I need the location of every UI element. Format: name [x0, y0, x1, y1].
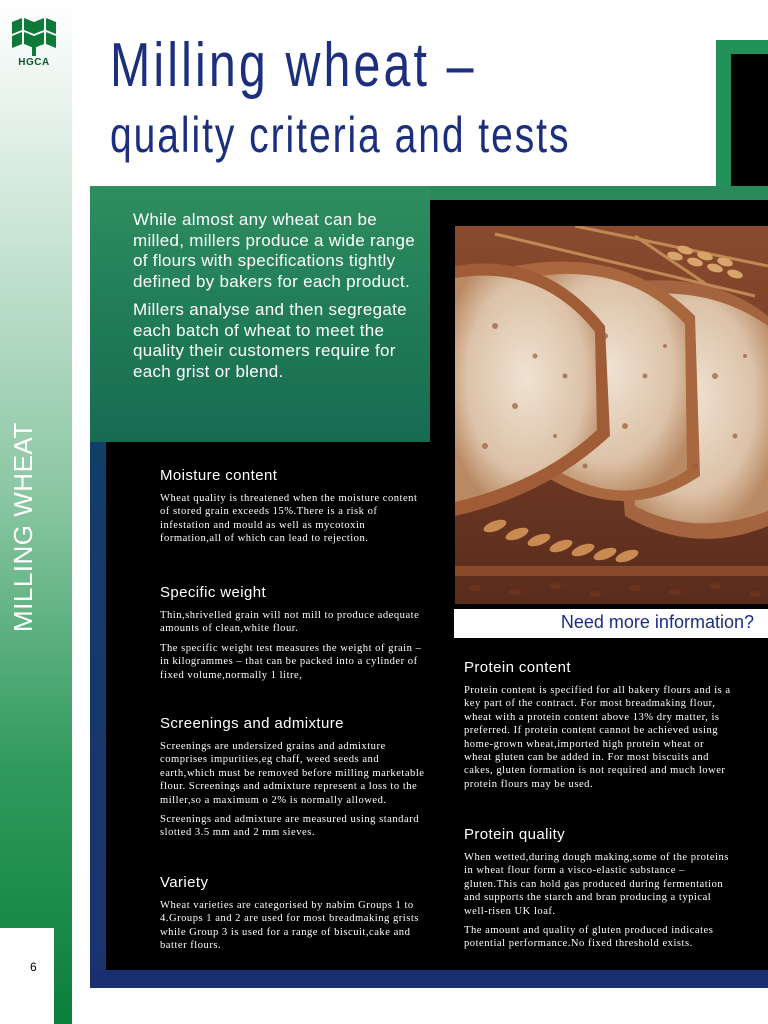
section-paragraph: Wheat quality is threatened when the moisture content of stored grain exceeds 15%.There is a risk of infestation and mould as well as mycotoxin formation,all of which can lead to rejection. — [160, 493, 418, 545]
vertical-section-title: MILLING WHEAT — [8, 422, 38, 632]
page-subtitle: quality criteria and tests — [110, 107, 571, 163]
logo-text: HGCA — [18, 57, 50, 68]
decorative-navy-bottom — [90, 970, 768, 988]
section-heading: Moisture content — [160, 467, 278, 484]
section-paragraph: Screenings are undersized grains and admixture comprises impurities,eg chaff, weed seeds and earth,which must be removed before milling marketable flour. Screenings and admixture represent a loss to the miller,so a maximum o 2% is normally allowed. — [160, 741, 425, 806]
wheat-logo-icon — [10, 16, 58, 56]
section-paragraph: Thin,shrivelled grain will not mill to produce adequate amounts of clean,white flour. — [160, 610, 420, 635]
section-heading: Screenings and admixture — [160, 715, 344, 732]
section-paragraph: The amount and quality of gluten produced indicates potential performance.No fixed threshold exists. — [464, 925, 714, 950]
need-more-info-text: Need more information? — [560, 612, 754, 632]
section-paragraph: The specific weight test measures the weight of grain – in kilogrammes – that can be packed into a cylinder of fixed volume,normally 1 litre, — [160, 642, 422, 681]
need-more-info-bar — [454, 609, 768, 638]
page-number: 6 — [30, 960, 37, 974]
intro-paragraph: Millers analyse and then segregate each batch of wheat to meet the quality their customers require for each grist or blend. — [133, 300, 407, 381]
intro-text — [133, 210, 423, 390]
section-paragraph: Protein content is specified for all bakery flours and is a key part of the contract. For most breadmaking flour, wheat with a protein content above 13% dry matter, is preferred. If protein content cannot be achieved using home-grown wheat,imported high protein wheat or wheat gluten can be added in. For most biscuits and cakes, gluten formation is not required and much lower protein flours may be used. — [464, 685, 731, 790]
section-protein-quality — [464, 826, 734, 957]
bread-and-wheat-image — [455, 226, 768, 604]
intro-paragraph: While almost any wheat can be milled, millers produce a wide range of flours with specifications tightly defined by bakers for each product. — [133, 210, 415, 291]
section-heading: Specific weight — [160, 584, 267, 601]
decorative-green-strip — [430, 186, 768, 200]
section-paragraph: Wheat varieties are categorised by nabim Groups 1 to 4.Groups 1 and 2 are used for most breadmaking grists while Group 3 is used for a range of biscuit,cake and batter flours. — [160, 900, 419, 952]
section-moisture-content — [160, 467, 422, 552]
decorative-navy-strip — [90, 442, 106, 988]
section-heading: Protein quality — [464, 826, 566, 843]
section-paragraph: When wetted,during dough making,some of the proteins in wheat flour form a visco-elastic substance – gluten.This can hold gas produced during fermentation and supports the starch and bran producing a typical well-risen UK loaf. — [464, 852, 729, 917]
page-title: Milling wheat – — [110, 31, 477, 100]
section-heading: Variety — [160, 874, 209, 891]
section-variety — [160, 874, 426, 959]
page-number-box — [0, 928, 54, 1024]
section-screenings-admixture — [160, 715, 426, 846]
section-specific-weight — [160, 584, 428, 688]
bread-photo — [455, 226, 768, 604]
section-paragraph: Screenings and admixture are measured using standard slotted 3.5 mm and 2 mm sieves. — [160, 814, 419, 839]
section-heading: Protein content — [464, 659, 571, 676]
section-protein-content — [464, 659, 734, 797]
